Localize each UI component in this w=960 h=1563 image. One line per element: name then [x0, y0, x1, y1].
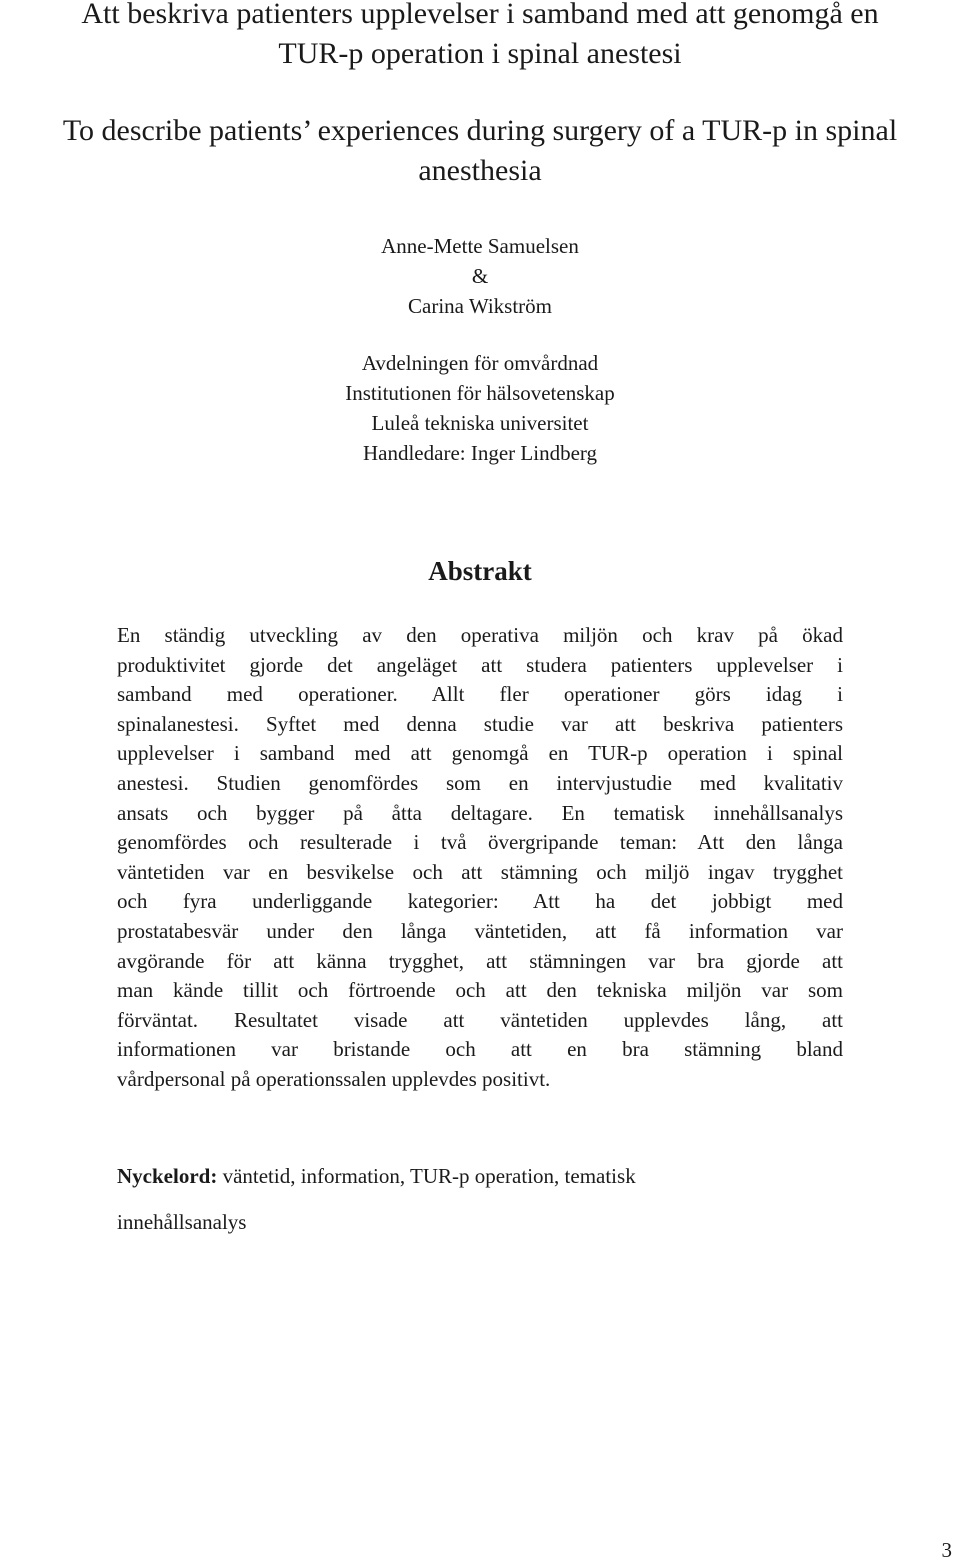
abstract-line: informationen var bristande och att en bra stämning bland [117, 1037, 843, 1062]
keywords-block [117, 1153, 843, 1245]
english-title-line: To describe patients’ experiences during surgery of a TUR-p in spinal [62, 114, 898, 147]
abstract-line: ansats och bygger på åtta deltagare. En tematisk innehållsanalys [117, 800, 843, 825]
abstract-heading: Abstrakt [428, 556, 532, 586]
keywords-label: Nyckelord: [117, 1164, 218, 1188]
affiliation-block [0, 348, 960, 468]
abstract-line: vårdpersonal på operationssalen upplevdes positivt. [117, 1066, 551, 1091]
swedish-title [0, 0, 960, 74]
abstract-line: väntetiden var en besvikelse och att stämning och miljö ingav trygghet [117, 859, 843, 884]
supervisor-line: Handledare: Inger Lindberg [362, 441, 597, 465]
abstract-line: anestesi. Studien genomfördes som en intervjustudie med kvalitativ [117, 770, 843, 795]
abstract-line: avgörande för att känna trygghet, att stämningen var bra gjorde att [117, 948, 843, 973]
affiliation-line: Avdelningen för omvårdnad [361, 351, 599, 375]
author-block [0, 231, 960, 321]
abstract-line: produktivitet gjorde det angeläget att studera patienters upplevelser i [117, 652, 843, 677]
abstract-line: upplevelser i samband med att genomgå en TUR-p operation i spinal [117, 741, 843, 766]
abstract-line: prostatabesvär under den långa väntetiden, att få information var [117, 918, 843, 943]
swedish-title-line: TUR-p operation i spinal anestesi [278, 37, 682, 70]
abstract-line: samband med operationer. Allt fler operationer görs idag i [117, 682, 843, 707]
affiliation-line: Institutionen för hälsovetenskap [345, 381, 615, 405]
page-number: 3 [941, 1538, 952, 1562]
keywords-values: väntetid, information, TUR-p operation, tematisk [217, 1164, 636, 1188]
swedish-title-line: Att beskriva patienters upplevelser i samband med att genomgå en [81, 0, 879, 30]
keywords-values-continued: innehållsanalys [117, 1210, 247, 1234]
abstract-line: spinalanestesi. Syftet med denna studie var att beskriva patienters [117, 711, 843, 736]
abstract-line: och fyra underliggande kategorier: Att ha det jobbigt med [117, 889, 843, 914]
abstract-line: förväntat. Resultatet visade att väntetiden upplevdes lång, att [117, 1007, 843, 1032]
author-separator: & [471, 264, 489, 288]
abstract-line: En ständig utveckling av den operativa miljön och krav på ökad [117, 623, 843, 647]
affiliation-line: Luleå tekniska universitet [371, 411, 589, 435]
abstract-line: genomfördes och resulterade i två övergripande teman: Att den långa [117, 830, 843, 855]
author-name: Carina Wikström [408, 294, 552, 318]
english-title [0, 111, 960, 191]
english-title-line: anesthesia [418, 154, 542, 187]
author-name: Anne-Mette Samuelsen [381, 234, 579, 258]
keywords-line [117, 1153, 843, 1199]
abstract-line: man kände tillit och förtroende och att den tekniska miljön var som [117, 978, 843, 1003]
abstract-paragraph [117, 621, 843, 1095]
